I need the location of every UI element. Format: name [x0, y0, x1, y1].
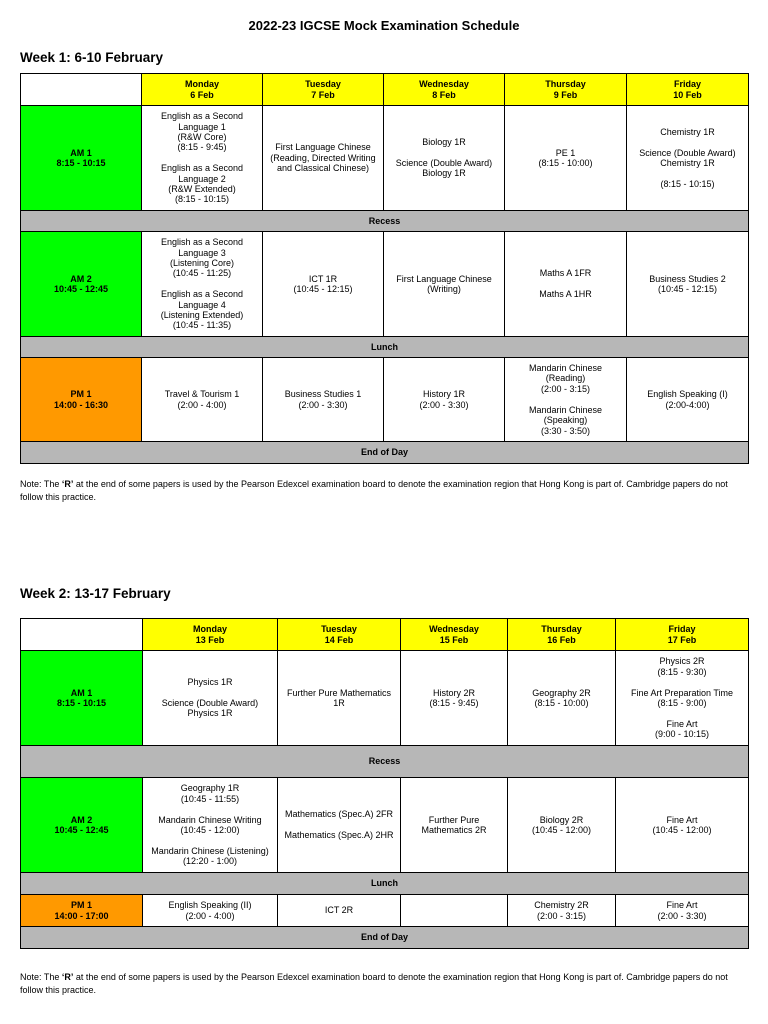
header-row: [21, 74, 749, 106]
exam-line: (8:15 - 10:00): [534, 698, 589, 708]
exam-line: (10:45 - 11:25): [172, 268, 232, 279]
exam-line: Geography 2R: [532, 687, 591, 698]
slot-label-pm1: PM 1 14:00 - 16:30: [21, 358, 142, 442]
exam-cell-wednesday: [401, 651, 508, 746]
exam-cell-monday: [143, 651, 278, 746]
exam-line: (Reading, Directed Writing: [270, 152, 376, 163]
band-row-recess: [21, 746, 749, 778]
exam-line: ICT 1R: [308, 273, 338, 284]
exam-line: Chemistry 1R: [660, 158, 715, 168]
exam-cell-thursday: [508, 651, 616, 746]
exam-line: Language 3: [178, 247, 226, 258]
exam-line: Science (Double Award): [395, 157, 493, 168]
exam-line: (10:45 - 12:15): [293, 284, 353, 294]
line-gap: [144, 279, 260, 289]
exam-cell-monday: [142, 358, 263, 442]
line-gap: [618, 677, 746, 687]
exam-line: English Speaking (II): [168, 900, 252, 911]
slot-label-am1: AM 1 8:15 - 10:15: [21, 651, 143, 746]
day-header-friday: Friday 17 Feb: [616, 619, 749, 651]
week-1-schedule-table: [20, 73, 749, 464]
slot-row-pm1: [21, 358, 749, 442]
exam-line: (Listening Extended): [160, 310, 244, 320]
band-row-recess: [21, 211, 749, 232]
line-gap: [386, 148, 502, 158]
header-row: [21, 619, 749, 651]
exam-line: PE 1: [555, 147, 576, 158]
exam-cell-friday: [616, 651, 749, 746]
slot-row-am1: [21, 651, 749, 746]
day-header-thursday: Thursday 16 Feb: [508, 619, 616, 651]
line-gap: [507, 279, 624, 289]
exam-line: History 1R: [422, 389, 465, 400]
exam-line: Biology 1R: [422, 168, 466, 179]
exam-line: (10:45 - 12:00): [531, 825, 592, 835]
exam-cell-wednesday: [401, 895, 508, 927]
exam-cell-wednesday: [384, 106, 505, 211]
line-gap: [145, 688, 275, 698]
line-gap: [145, 804, 275, 814]
exam-cell-friday: [616, 778, 749, 873]
exam-line: Language 4: [178, 299, 226, 310]
exam-line: Mandarin Chinese Writing: [158, 814, 262, 825]
slot-label-pm1: PM 1 14:00 - 17:00: [21, 895, 143, 927]
end-of-day-band: End of Day: [21, 927, 749, 949]
exam-line: Biology 2R: [539, 814, 584, 825]
exam-line: (8:15 - 10:00): [538, 158, 593, 168]
exam-line: (2:00 - 3:30): [657, 910, 707, 921]
exam-line: (Reading): [545, 373, 586, 384]
exam-line: Fine Art: [666, 718, 698, 729]
exam-line: (10:45 - 12:00): [180, 825, 240, 835]
exam-line: History 2R: [432, 687, 475, 698]
exam-line: (2:00-4:00): [665, 399, 710, 410]
exam-line: Travel & Tourism 1: [164, 389, 240, 400]
exam-cell-tuesday: [278, 895, 401, 927]
exam-cell-tuesday: [263, 232, 384, 337]
band-row-end-of-day: [21, 927, 749, 949]
exam-cell-tuesday: [263, 358, 384, 442]
day-header-thursday: Thursday 9 Feb: [505, 74, 627, 106]
exam-cell-thursday: [508, 778, 616, 873]
day-header-friday: Friday 10 Feb: [627, 74, 749, 106]
exam-cell-monday: [143, 895, 278, 927]
line-gap: [618, 708, 746, 718]
exam-line: Mandarin Chinese: [528, 363, 603, 374]
exam-line: (8:15 - 9:00): [657, 698, 707, 708]
day-header-monday: Monday 13 Feb: [143, 619, 278, 651]
exam-line: Mathematics 2R: [421, 825, 487, 835]
line-gap: [145, 835, 275, 845]
exam-line: (8:15 - 9:30): [657, 666, 707, 677]
exam-line: Further Pure: [428, 814, 480, 825]
slot-label-am2: AM 2 10:45 - 12:45: [21, 232, 142, 337]
exam-cell-thursday: [508, 895, 616, 927]
exam-line: Science (Double Award): [639, 147, 736, 158]
exam-line: (Speaking): [543, 415, 588, 426]
week-1-heading: Week 1: 6-10 February: [20, 50, 164, 65]
exam-cell-monday: [142, 106, 263, 211]
exam-line: Science (Double Award): [161, 697, 259, 708]
corner-cell: [21, 619, 143, 651]
exam-line: 1R: [333, 698, 345, 708]
exam-line: Fine Art Preparation Time: [630, 687, 734, 698]
exam-line: Mathematics (Spec.A) 2HR: [284, 830, 394, 841]
exam-line: (2:00 - 3:15): [536, 910, 587, 921]
lunch-band: Lunch: [21, 337, 749, 358]
line-gap: [629, 168, 746, 178]
exam-line: Maths A 1FR: [539, 268, 592, 279]
exam-line: (10:45 - 12:15): [657, 284, 718, 294]
line-gap: [507, 394, 624, 404]
week-2-heading: Week 2: 13-17 February: [20, 586, 171, 601]
exam-cell-friday: [627, 358, 749, 442]
exam-line: (12:20 - 1:00): [182, 856, 238, 867]
exam-cell-tuesday: [278, 651, 401, 746]
exam-line: (10:45 - 12:00): [652, 825, 712, 835]
slot-row-am1: [21, 106, 749, 211]
exam-cell-tuesday: [278, 778, 401, 873]
exam-line: Maths A 1HR: [539, 289, 592, 300]
exam-line: Language 2: [178, 173, 226, 184]
recess-band: Recess: [21, 211, 749, 232]
exam-cell-monday: [142, 232, 263, 337]
line-gap: [280, 820, 398, 830]
exam-line: Mandarin Chinese: [528, 404, 603, 415]
day-header-monday: Monday 6 Feb: [142, 74, 263, 106]
exam-line: English Speaking (I): [647, 389, 728, 400]
exam-line: Chemistry 2R: [534, 900, 589, 911]
exam-cell-thursday: [505, 358, 627, 442]
exam-cell-monday: [143, 778, 278, 873]
exam-line: Mathematics (Spec.A) 2FR: [284, 809, 394, 820]
exam-cell-tuesday: [263, 106, 384, 211]
slot-row-am2: [21, 778, 749, 873]
exam-line: Language 1: [178, 121, 226, 132]
line-gap: [144, 153, 260, 163]
exam-line: Chemistry 1R: [660, 126, 715, 137]
exam-line: Further Pure Mathematics: [286, 687, 392, 698]
exam-line: Physics 1R: [187, 677, 233, 688]
exam-line: (8:15 - 10:15): [174, 194, 230, 205]
exam-line: English as a Second: [160, 163, 244, 174]
exam-line: (2:00 - 3:30): [298, 399, 348, 410]
day-header-wednesday: Wednesday 15 Feb: [401, 619, 508, 651]
slot-label-am2: AM 2 10:45 - 12:45: [21, 778, 143, 873]
exam-line: (2:00 - 4:00): [185, 910, 235, 921]
exam-line: (2:00 - 3:30): [419, 399, 469, 410]
exam-line: Business Studies 2: [649, 273, 726, 284]
exam-line: (8:15 - 10:15): [660, 178, 715, 189]
week-2-schedule-table: [20, 618, 749, 949]
exam-line: (8:15 - 9:45): [429, 698, 479, 708]
line-gap: [629, 137, 746, 147]
exam-line: Geography 1R: [180, 783, 240, 794]
exam-line: and Classical Chinese): [276, 163, 370, 174]
exam-line: (Listening Core): [169, 257, 235, 268]
exam-cell-wednesday: [401, 778, 508, 873]
exam-line: (8:15 - 9:45): [177, 142, 227, 153]
exam-cell-wednesday: [384, 358, 505, 442]
exam-cell-friday: [627, 232, 749, 337]
exam-line: (9:00 - 10:15): [654, 729, 710, 740]
exam-line: (R&W Extended): [168, 184, 236, 194]
exam-line: First Language Chinese: [275, 142, 371, 153]
slot-row-pm1: [21, 895, 749, 927]
exam-line: Fine Art: [666, 900, 698, 911]
exam-line: Fine Art: [666, 814, 698, 825]
exam-line: ICT 2R: [324, 905, 354, 916]
exam-line: English as a Second: [160, 111, 244, 122]
exam-cell-friday: [616, 895, 749, 927]
day-header-wednesday: Wednesday 8 Feb: [384, 74, 505, 106]
lunch-band: Lunch: [21, 873, 749, 895]
end-of-day-band: End of Day: [21, 442, 749, 464]
slot-label-am1: AM 1 8:15 - 10:15: [21, 106, 142, 211]
exam-cell-wednesday: [384, 232, 505, 337]
exam-line: First Language Chinese: [396, 273, 492, 284]
day-header-tuesday: Tuesday 14 Feb: [278, 619, 401, 651]
exam-cell-thursday: [505, 232, 627, 337]
exam-line: Physics 1R: [187, 708, 233, 719]
exam-line: (Writing): [427, 284, 461, 294]
exam-line: (3:30 - 3:50): [540, 425, 591, 436]
band-row-lunch: [21, 337, 749, 358]
exam-line: Business Studies 1: [284, 389, 362, 400]
band-row-lunch: [21, 873, 749, 895]
exam-line: English as a Second: [160, 289, 244, 300]
exam-line: Mandarin Chinese (Listening): [151, 845, 269, 856]
exam-line: (2:00 - 3:15): [540, 383, 591, 394]
exam-line: Physics 2R: [659, 656, 705, 667]
exam-cell-friday: [627, 106, 749, 211]
recess-band: Recess: [21, 746, 749, 778]
exam-line: (2:00 - 4:00): [177, 399, 227, 410]
band-row-end-of-day: [21, 442, 749, 464]
exam-line: (10:45 - 11:55): [180, 793, 240, 804]
week-1-note: Note: The ‘R’ at the end of some papers is used by the Pearson Edexcel examination board to denote the examination region that Hong Kong is part of. Cambridge papers do not follow this practice.: [20, 479, 728, 502]
slot-row-am2: [21, 232, 749, 337]
document-title: 2022-23 IGCSE Mock Examination Schedule: [248, 18, 520, 33]
exam-line: (10:45 - 11:35): [172, 320, 232, 331]
exam-line: English as a Second: [160, 237, 244, 248]
exam-line: Biology 1R: [422, 137, 466, 148]
exam-line: (R&W Core): [177, 131, 227, 142]
week-2-note: Note: The ‘R’ at the end of some papers is used by the Pearson Edexcel examination board to denote the examination region that Hong Kong is part of. Cambridge papers do not follow this practice.: [20, 972, 728, 995]
exam-cell-thursday: [505, 106, 627, 211]
day-header-tuesday: Tuesday 7 Feb: [263, 74, 384, 106]
corner-cell: [21, 74, 142, 106]
